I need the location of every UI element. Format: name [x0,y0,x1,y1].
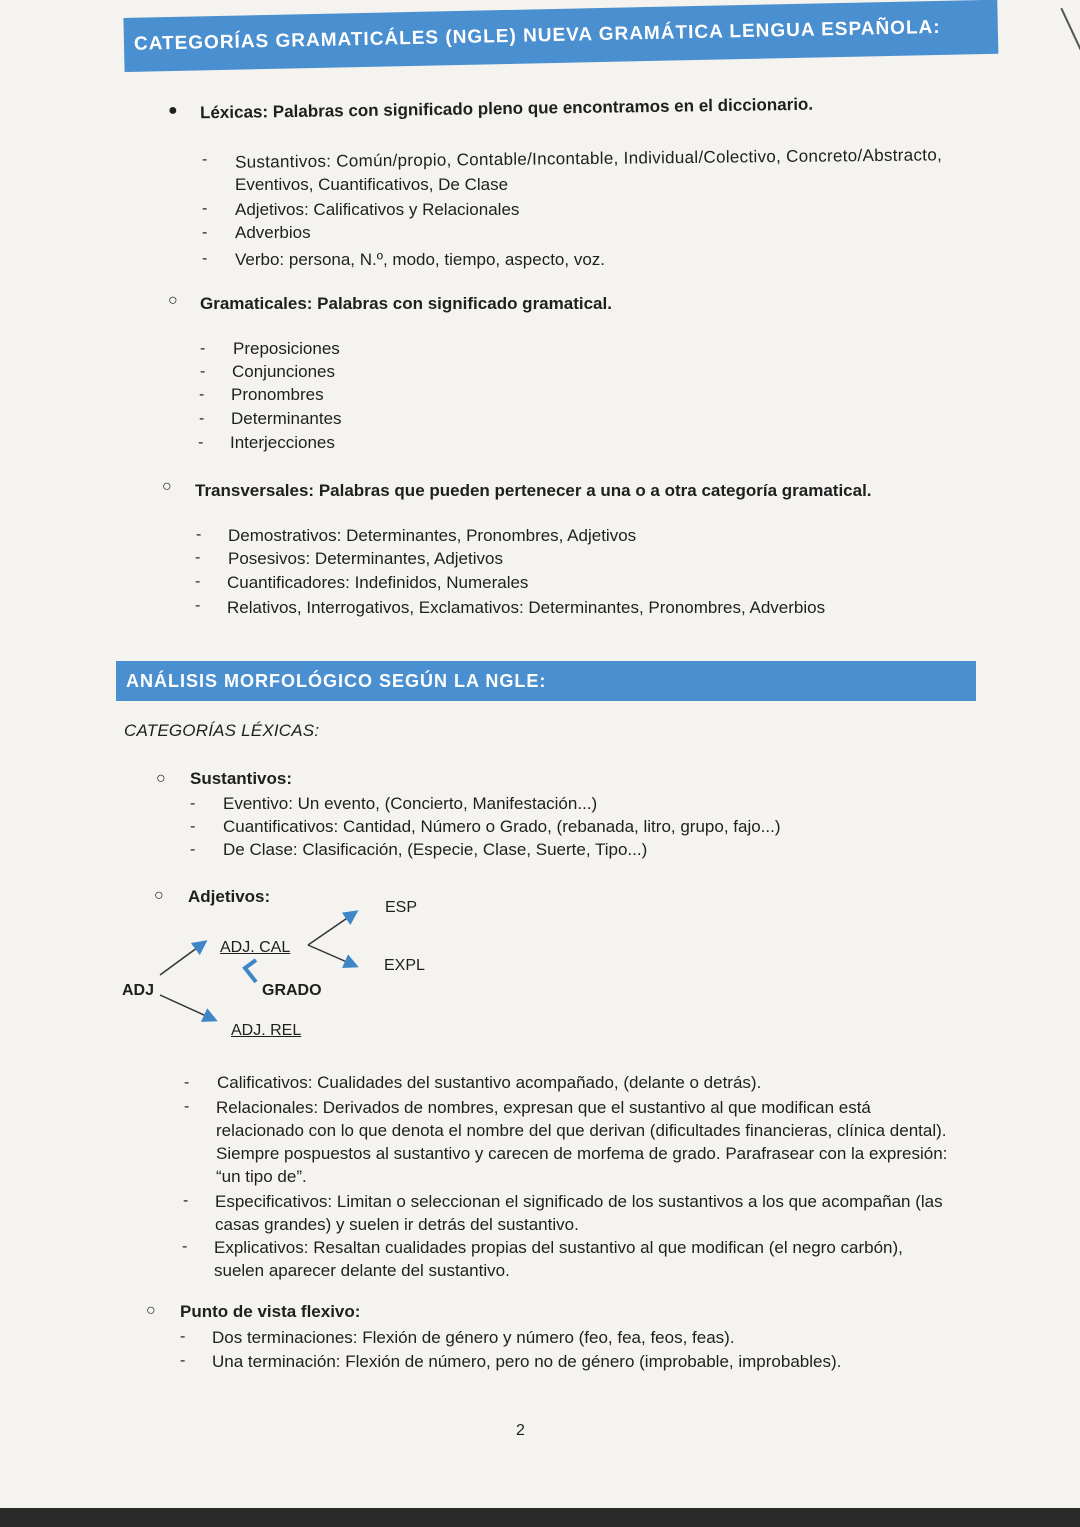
gramaticales-label: Gramaticales: [200,294,313,313]
dash: - [196,526,202,543]
transversales-item: Posesivos: Determinantes, Adjetivos [228,549,503,568]
bullet-filled: ● [168,102,178,119]
lexicas-item: Adjetivos: Calificativos y Relacionales [235,200,520,219]
arrow-adj-to-rel [160,995,215,1020]
bottom-shadow [0,1508,1080,1527]
dash: - [195,573,201,590]
lexicas-label: Léxicas: [199,102,269,123]
dash: - [199,386,205,403]
dash: - [200,363,206,380]
gramaticales-text: Palabras con significado gramatical. [312,294,612,313]
gramaticales-item: Conjunciones [232,362,336,381]
transversales-item: Relativos, Interrogativos, Exclamativos: Determinantes, Pronombres, Adverbios [227,598,826,617]
dash: - [195,549,201,566]
dash: - [198,434,204,451]
diagram-adj: ADJ [122,982,155,999]
adjetivos-item: Explicativos: Resaltan cualidades propias del sustantivo al que modifican (el negro carbón), suelen aparecer delante del sustantivo. [214,1238,903,1280]
dash: - [180,1352,186,1369]
diagram-adj-rel: ADJ. REL [231,1022,302,1039]
bullet-hollow: ○ [162,478,172,495]
transversales-label: Transversales: [195,481,315,500]
adjetivos-label: Adjetivos: [188,887,271,906]
dash: - [182,1238,188,1255]
diagram-adj-cal: ADJ. CAL [220,939,291,956]
dash: - [195,597,201,614]
transversales-text: Palabras que pueden pertenecer a una o a otra categoría gramatical. [314,481,872,500]
dash: - [190,795,196,812]
dash: - [183,1192,189,1209]
lexicas-item: Eventivos, Cuantificativos, De Clase [235,175,509,194]
transversales-item: Demostrativos: Determinantes, Pronombres, Adjetivos [228,526,637,545]
diagram-expl: EXPL [384,957,425,974]
dash: - [199,410,205,427]
gramaticales-item: Preposiciones [233,339,340,358]
page-number: 2 [516,1422,525,1439]
arrow-cal-to-expl [308,945,356,966]
gramaticales-item: Interjecciones [230,433,335,452]
dash: - [184,1098,190,1115]
dash: - [200,340,206,357]
lexicas-text: Palabras con significado pleno que encontramos en el diccionario. [267,94,814,122]
sustantivos-label: Sustantivos: [190,769,293,788]
dash: - [202,224,208,241]
sustantivos-item: De Clase: Clasificación, (Especie, Clase, Suerte, Tipo...) [223,840,648,859]
adjetivos-item: Especificativos: Limitan o seleccionan el significado de los sustantivos a los que acompañan (las casas grandes) y suelen ir detrás del sustantivo. [215,1192,943,1234]
dash: - [180,1328,186,1345]
arrow-cal-to-esp [308,912,356,945]
bullet-hollow: ○ [146,1302,156,1319]
adjetivos-item: Calificativos: Cualidades del sustantivo acompañado, (delante o detrás). [217,1073,762,1092]
adjetivos-item: Relacionales: Derivados de nombres, expresan que el sustantivo al que modifican está relacionado con lo que denota el nombre del que derivan (dificultades financieras, clínica dental). Siempre pospuestos al sustantivo y carecen de morfema de grado. Parafrasear con la expresión: “un tipo de”. [216,1098,948,1186]
dash: - [202,200,208,217]
dash: - [184,1074,190,1091]
bullet-hollow: ○ [156,770,166,787]
section-header-analisis: ANÁLISIS MORFOLÓGICO SEGÚN LA NGLE: [116,661,976,701]
dash: - [202,250,208,267]
bullet-hollow: ○ [154,887,164,904]
dash: - [190,841,196,858]
lexicas-item: Verbo: persona, N.º, modo, tiempo, aspecto, voz. [235,250,606,269]
bullet-hollow: ○ [168,292,178,309]
diagram-esp: ESP [385,899,418,916]
diagram-grado: GRADO [262,982,322,999]
gramaticales-item: Pronombres [231,385,324,404]
arrow-grado [245,960,256,982]
dash: - [190,818,196,835]
arrow-adj-to-cal [160,942,205,975]
lexicas-item: Sustantivos: Común/propio, Contable/Incontable, Individual/Colectivo, Concreto/Abstracto, [234,145,943,172]
sustantivos-item: Eventivo: Un evento, (Concierto, Manifestación...) [223,794,598,813]
flexivo-label: Punto de vista flexivo: [180,1302,361,1321]
subheading-categorias-lexicas: CATEGORÍAS LÉXICAS: [124,721,320,740]
flexivo-item: Dos terminaciones: Flexión de género y número (feo, fea, feos, feas). [212,1328,735,1347]
lexicas-item: Adverbios [235,223,311,242]
gramaticales-item: Determinantes [231,409,342,428]
dash: - [202,151,208,168]
sustantivos-item: Cuantificativos: Cantidad, Número o Grado, (rebanada, litro, grupo, fajo...) [223,817,781,836]
flexivo-item: Una terminación: Flexión de número, pero no de género (improbable, improbables). [212,1352,842,1371]
section-header-categorias: CATEGORÍAS GRAMATICÁLES (NGLE) NUEVA GRAMÁTICA LENGUA ESPAÑOLA: [123,0,998,72]
transversales-item: Cuantificadores: Indefinidos, Numerales [227,573,529,592]
